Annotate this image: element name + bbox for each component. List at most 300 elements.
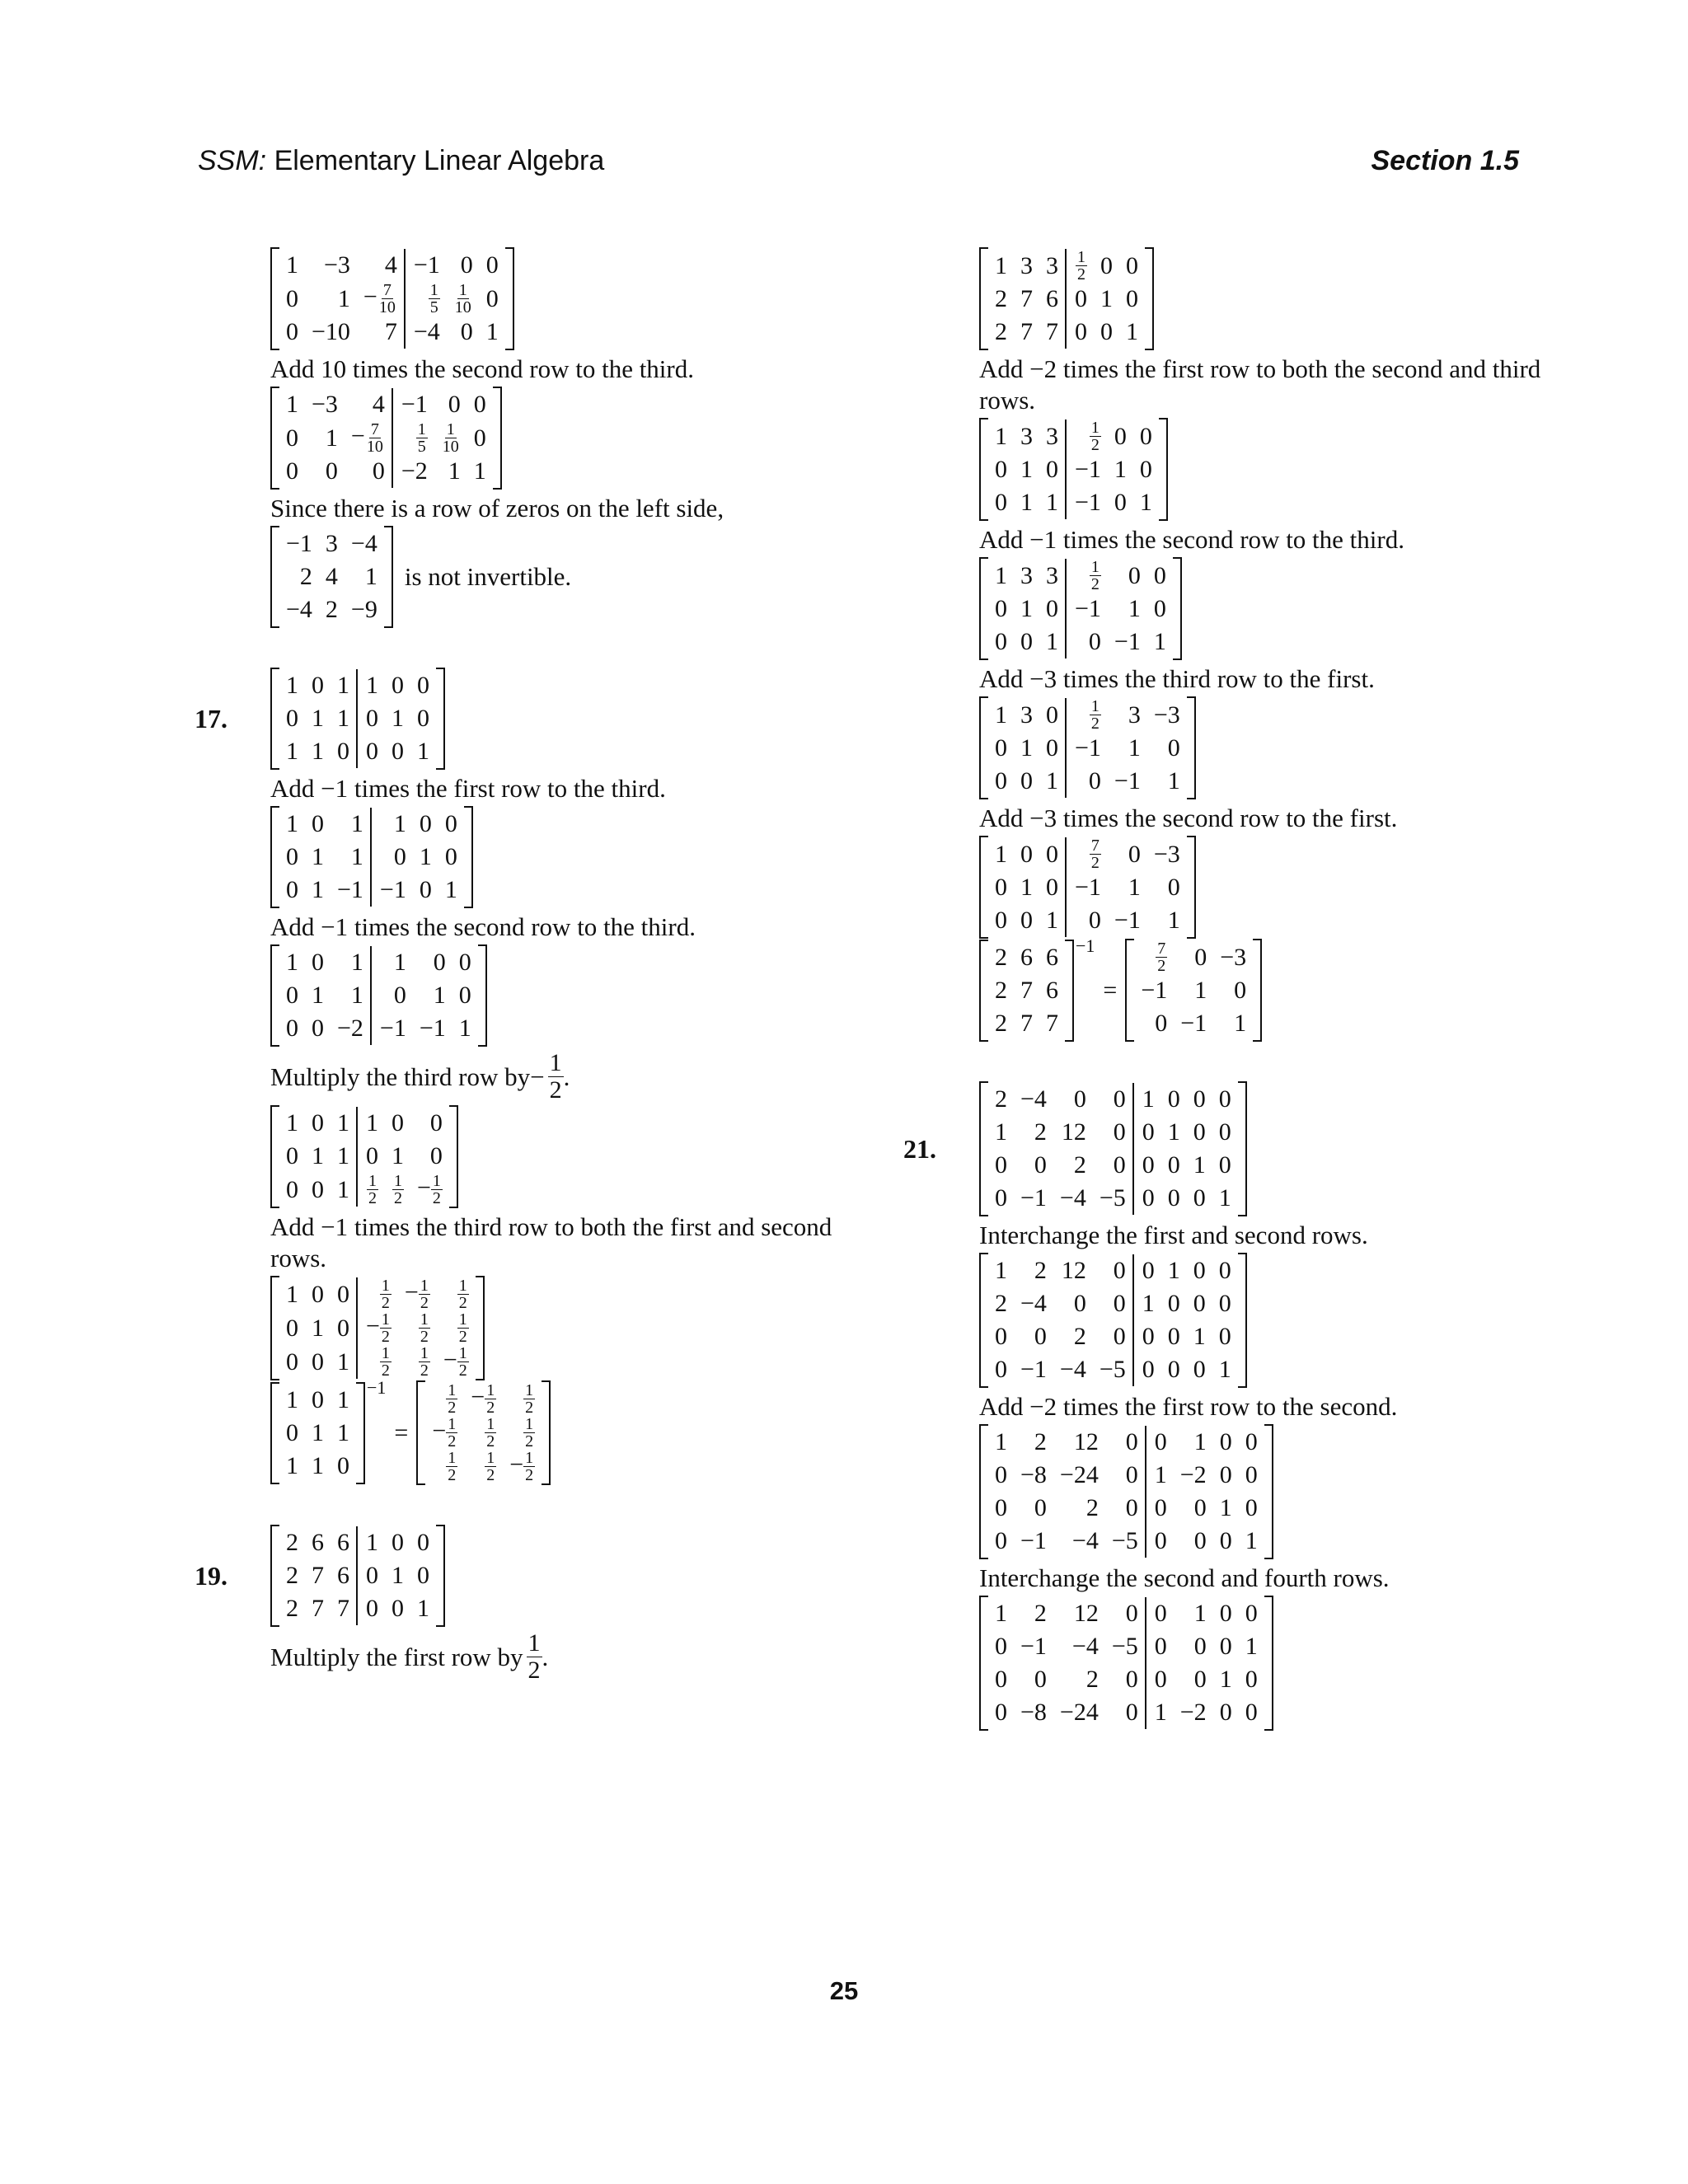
numerator: 1 [458, 1277, 467, 1295]
matrix-entry: 1 [1146, 1696, 1174, 1729]
matrix-entry: 7 [1046, 318, 1058, 345]
matrix-entry: 0 [995, 456, 1007, 483]
left-bracket [270, 1525, 279, 1627]
matrix-entry: −2 [392, 455, 434, 488]
matrix-entry: 1 [1128, 874, 1141, 901]
matrix-entry: 0 [460, 251, 473, 279]
matrix-entry: 0 [312, 1175, 324, 1203]
denominator: 2 [486, 1432, 495, 1451]
matrix-entry: 1 [1245, 1527, 1258, 1554]
matrix-entry: 1 [286, 251, 298, 279]
inverse-exponent: −1 [367, 1377, 387, 1398]
matrix-entry [1134, 940, 1174, 974]
matrix-row [279, 527, 384, 560]
denominator: 2 [381, 1328, 390, 1346]
matrix-entry: 0 [1218, 1118, 1231, 1146]
denominator: 2 [368, 1189, 377, 1207]
fraction [1156, 940, 1167, 974]
matrix-row [279, 1384, 356, 1417]
matrix-entry: 0 [1046, 456, 1058, 483]
matrix-row [279, 1107, 449, 1140]
denominator: 5 [417, 438, 426, 456]
matrix-entry: 1 [350, 810, 363, 837]
fraction [446, 1450, 457, 1483]
matrix-entry: −2 [337, 1015, 363, 1042]
matrix-entry: 0 [1100, 318, 1113, 345]
matrix-entry: −1 [1141, 977, 1168, 1004]
matrix-entry: 1 [1219, 1494, 1232, 1521]
matrix-entry: 1 [350, 843, 363, 870]
matrix-entry: 0 [1146, 1426, 1174, 1459]
denominator: 10 [454, 298, 471, 316]
matrix [979, 696, 1196, 799]
fraction [429, 282, 440, 316]
matrix-entry: 0 [1193, 1184, 1206, 1212]
sign: − [530, 1062, 545, 1091]
matrix-entry: 1 [357, 1526, 385, 1559]
matrix-entry: 2 [286, 1595, 298, 1622]
fraction [1076, 249, 1087, 283]
matrix-entry: 0 [1128, 561, 1141, 589]
right-bracket [1238, 1081, 1247, 1216]
matrix-entry [357, 1345, 398, 1379]
denominator: 2 [458, 1328, 467, 1346]
matrix-entry: 0 [473, 424, 486, 452]
left-bracket [416, 1380, 425, 1485]
instruction-text: Interchange the first and second rows. [979, 1221, 1368, 1249]
matrix-row [988, 904, 1187, 937]
matrix-entry: 0 [1155, 1010, 1168, 1037]
right-bracket [1145, 247, 1154, 350]
matrix-block [270, 806, 847, 908]
matrix-grid [988, 1083, 1238, 1215]
right-bracket [1253, 939, 1262, 1042]
matrix-row [988, 1492, 1264, 1525]
fraction [457, 1311, 469, 1345]
matrix-entry [503, 1416, 542, 1450]
matrix-row [279, 1311, 476, 1345]
matrix-entry: 0 [995, 1494, 1007, 1521]
matrix-entry: 0 [460, 318, 473, 345]
matrix-block [270, 944, 847, 1047]
matrix-entry: −4 [1071, 1633, 1099, 1660]
running-header-section: Section 1.5 [1371, 145, 1519, 176]
numerator: 1 [448, 1415, 457, 1433]
matrix-row [988, 1525, 1264, 1558]
matrix-entry: 0 [429, 1109, 443, 1137]
matrix-entry: −3 [324, 251, 350, 279]
matrix-entry: −1 [1066, 453, 1108, 486]
matrix-entry: 0 [995, 628, 1007, 655]
matrix-entry: 1 [1020, 874, 1033, 901]
fraction [1090, 837, 1101, 871]
matrix-entry: 0 [995, 1527, 1007, 1554]
matrix-entry: 0 [286, 843, 298, 870]
matrix-entry: −1 [1114, 767, 1141, 794]
instruction-label: Multiply the first row by [270, 1642, 523, 1671]
matrix-entry [357, 1277, 398, 1311]
fraction [377, 282, 397, 316]
numerator: 7 [1157, 940, 1166, 958]
matrix-entry: 0 [1126, 251, 1138, 279]
matrix-entry: 1 [1146, 1459, 1174, 1492]
matrix-entry: 0 [485, 251, 499, 279]
matrix-entry: 1 [337, 1142, 349, 1169]
matrix-entry: 1 [312, 876, 324, 903]
matrix-entry: − $\frac{7}{10}$ [363, 281, 396, 316]
matrix-entry: 1 [1100, 285, 1113, 312]
matrix-grid [988, 559, 1173, 658]
matrix-entry [357, 1173, 385, 1207]
spacer [270, 1485, 847, 1525]
denominator: 2 [1090, 436, 1100, 454]
matrix-entry: 6 [337, 1529, 349, 1556]
matrix-entry: 2 [995, 318, 1007, 345]
denominator: 2 [458, 1361, 467, 1380]
matrix-entry: 0 [995, 1666, 1007, 1693]
left-bracket [979, 940, 988, 1042]
denominator: 2 [1090, 854, 1100, 872]
right-bracket [464, 806, 473, 908]
matrix-entry: 0 [286, 424, 298, 452]
matrix-row [425, 1382, 542, 1416]
matrix-entry: 3 [1046, 561, 1058, 589]
matrix-entry: 0 [1193, 1257, 1206, 1284]
matrix-entry: 1 [286, 810, 298, 837]
matrix-block [979, 836, 1556, 939]
matrix-entry: 1 [337, 1347, 349, 1376]
matrix-row [279, 455, 493, 488]
matrix-entry: −2 [1179, 1461, 1207, 1488]
matrix-entry: 0 [286, 1175, 298, 1203]
matrix-entry: 1 [1128, 595, 1141, 622]
right-bracket [449, 1105, 458, 1208]
matrix-entry: 1 [286, 391, 298, 418]
matrix-entry: 3 [1020, 561, 1033, 589]
numerator: 1 [417, 420, 426, 438]
equals-sign: = [1103, 976, 1118, 1004]
matrix-row [279, 1559, 436, 1592]
matrix-entry [437, 1311, 476, 1345]
matrix-entry: 2 [299, 563, 312, 590]
matrix-entry: 2 [1073, 1323, 1086, 1350]
left-bracket [979, 696, 988, 799]
matrix-entry: 1 [286, 738, 298, 765]
matrix-entry: 0 [1100, 251, 1113, 279]
matrix-row [988, 1597, 1264, 1630]
matrix-entry: 1 [1046, 767, 1058, 794]
page-number: 25 [829, 1976, 859, 2005]
matrix-entry [425, 1382, 464, 1416]
matrix [270, 526, 393, 628]
problem-number: 21. [903, 1133, 936, 1164]
matrix-block [195, 1525, 847, 1627]
denominator: 2 [549, 1076, 562, 1104]
matrix-entry: 0 [995, 489, 1007, 516]
matrix-entry: 0 [1167, 734, 1180, 762]
fraction [392, 1173, 404, 1207]
matrix-row [988, 559, 1173, 593]
right-bracket [478, 944, 487, 1047]
matrix-entry: 0 [1146, 1630, 1174, 1663]
denominator: 2 [432, 1189, 441, 1207]
matrix-entry: 0 [392, 1595, 404, 1622]
numerator: 1 [381, 1344, 390, 1362]
matrix-block [979, 557, 1556, 660]
right-bracket [476, 1276, 485, 1380]
numerator: 1 [448, 1381, 457, 1399]
spacer [270, 628, 847, 668]
fraction [431, 1173, 443, 1207]
matrix-entry: 1 [286, 1451, 298, 1479]
matrix-grid [279, 527, 384, 626]
matrix-entry: 1 [312, 1451, 324, 1479]
numerator: 1 [394, 1172, 402, 1190]
matrix-entry: 0 [995, 1356, 1007, 1383]
matrix-entry: 0 [995, 1699, 1007, 1726]
denominator: 2 [528, 1657, 541, 1684]
matrix-block [270, 1276, 847, 1380]
matrix-entry: −1 [371, 874, 413, 907]
numerator: 1 [446, 420, 455, 438]
numerator: 1 [381, 1310, 390, 1329]
matrix-entry: 0 [1113, 1151, 1126, 1179]
matrix-entry: −3 [312, 391, 338, 418]
matrix-entry: 0 [419, 876, 432, 903]
denominator: 2 [525, 1432, 534, 1451]
matrix-entry: −1 [371, 1012, 413, 1045]
denominator: 2 [1090, 715, 1100, 733]
matrix-grid [279, 249, 505, 349]
matrix-entry: 0 [1066, 283, 1094, 316]
matrix-grid [988, 837, 1187, 937]
matrix-entry: 0 [1113, 1323, 1126, 1350]
matrix-entry: 1 [995, 1257, 1007, 1284]
denominator: 10 [366, 438, 383, 456]
matrix-block [195, 668, 847, 770]
matrix-entry: 7 [312, 1562, 324, 1589]
matrix-row [988, 1630, 1264, 1663]
matrix-entry: −24 [1059, 1461, 1099, 1488]
matrix-entry: 0 [1193, 1527, 1207, 1554]
matrix-entry: −4 [405, 316, 447, 349]
denominator: 2 [420, 1294, 429, 1312]
matrix-entry: 0 [1113, 1257, 1126, 1284]
right-bracket [436, 668, 445, 770]
fraction [485, 1382, 496, 1416]
matrix-entry: 0 [286, 457, 298, 485]
matrix-entry: 6 [1020, 943, 1033, 971]
matrix-grid [988, 698, 1187, 798]
matrix-entry: 12 [1061, 1257, 1086, 1284]
matrix-entry: 0 [371, 841, 413, 874]
matrix-row [988, 1007, 1065, 1040]
instruction-text: Add −1 times the third row to both the first and second rows. [270, 1212, 832, 1272]
numerator: 1 [448, 1449, 457, 1467]
matrix [979, 418, 1168, 521]
matrix-row [279, 282, 505, 316]
matrix-entry: 7 [1020, 285, 1033, 312]
matrix-entry [398, 1345, 437, 1379]
matrix-entry: − $\frac{1}{2}$ [509, 1449, 534, 1484]
fraction [1090, 419, 1101, 453]
left-bracket [270, 1105, 279, 1208]
matrix-entry: 6 [312, 1529, 324, 1556]
numerator: 7 [382, 281, 392, 299]
matrix-entry: 1 [1046, 628, 1058, 655]
matrix [979, 1596, 1273, 1731]
matrix-row [988, 249, 1145, 283]
matrix-entry: 2 [1034, 1428, 1047, 1455]
matrix-row [988, 941, 1065, 974]
matrix-entry: 1 [371, 808, 413, 841]
numerator: 1 [486, 1449, 495, 1467]
fraction [523, 1416, 535, 1450]
matrix-entry: 1 [286, 949, 298, 976]
instruction-text: Interchange the second and fourth rows. [979, 1563, 1390, 1592]
matrix-entry: 1 [1193, 1151, 1206, 1179]
matrix-entry: 0 [448, 391, 461, 418]
matrix-entry: 4 [325, 563, 338, 590]
matrix-entry: 2 [1034, 1257, 1047, 1284]
matrix-row [988, 1254, 1238, 1287]
matrix-entry: 0 [337, 1451, 349, 1479]
numerator: 7 [370, 420, 379, 438]
fraction [457, 1345, 469, 1379]
right-bracket [493, 387, 502, 490]
matrix-entry: −1 [1020, 1184, 1047, 1212]
numerator: 1 [432, 1172, 441, 1190]
matrix-entry: − $\frac{1}{2}$ [432, 1415, 457, 1451]
numerator: 7 [1090, 837, 1100, 855]
matrix-entry: 1 [1020, 595, 1033, 622]
matrix-entry: 7 [337, 1595, 349, 1622]
matrix-entry: 0 [995, 1461, 1007, 1488]
matrix-entry: 0 [1114, 422, 1127, 450]
matrix-row [279, 808, 464, 841]
matrix-entry: 0 [1245, 1600, 1258, 1627]
matrix-entry: 0 [1219, 1600, 1232, 1627]
numerator: 1 [458, 1310, 467, 1329]
matrix-entry: −5 [1099, 1184, 1126, 1212]
matrix-grid [988, 941, 1065, 1040]
matrix [979, 836, 1196, 939]
numerator: 1 [525, 1449, 534, 1467]
fraction [419, 1277, 430, 1311]
matrix-entry: −3 [1220, 943, 1247, 971]
matrix-entry: 0 [312, 1109, 324, 1137]
numerator: 1 [486, 1381, 495, 1399]
right-bracket [356, 1382, 365, 1484]
matrix-entry [425, 1450, 464, 1483]
matrix-grid [988, 1597, 1264, 1729]
matrix-entry: 2 [286, 1529, 298, 1556]
left-bracket [270, 1382, 279, 1484]
matrix-block [979, 418, 1556, 521]
numerator: 1 [458, 281, 467, 299]
numerator: 1 [458, 1344, 467, 1362]
matrix [979, 940, 1074, 1042]
matrix-row [279, 1345, 476, 1379]
matrix-entry: 0 [1153, 595, 1166, 622]
matrix-entry: 6 [337, 1562, 349, 1589]
matrix-entry: 7 [1020, 976, 1033, 1004]
numerator: 1 [381, 1277, 390, 1295]
matrix-entry: 1 [312, 1418, 324, 1446]
matrix-entry: −5 [1111, 1633, 1138, 1660]
matrix-entry: 0 [357, 1592, 385, 1625]
matrix-row [425, 1416, 542, 1450]
matrix-entry: 3 [1046, 251, 1058, 279]
matrix-entry: 0 [325, 457, 338, 485]
fraction [380, 1277, 392, 1311]
matrix-entry: 2 [995, 976, 1007, 1004]
matrix-entry: 0 [357, 1140, 385, 1173]
matrix-entry: 0 [1073, 1085, 1086, 1113]
matrix-entry: 2 [995, 1290, 1007, 1317]
denominator: 2 [1077, 265, 1085, 284]
matrix-entry: 1 [337, 1175, 349, 1203]
matrix-entry: 1 [337, 705, 349, 732]
matrix-entry: 1 [995, 1118, 1007, 1146]
matrix-entry: 0 [286, 284, 298, 312]
matrix-entry: 0 [392, 1109, 404, 1137]
matrix-entry [405, 282, 447, 316]
matrix-row [279, 560, 384, 593]
matrix-entry: 0 [1125, 1428, 1138, 1455]
denominator: 2 [420, 1361, 429, 1380]
matrix-entry: 0 [1034, 1666, 1047, 1693]
matrix-entry: 1 [337, 284, 350, 312]
matrix-entry: 0 [312, 1280, 324, 1308]
instruction-text: Add −3 times the second row to the first. [979, 804, 1398, 832]
matrix-entry: 0 [444, 810, 457, 837]
matrix [270, 668, 445, 770]
matrix-entry [1066, 249, 1094, 283]
numerator: 1 [420, 1344, 429, 1362]
matrix [270, 247, 514, 350]
right-bracket [1065, 940, 1074, 1042]
denominator: 10 [378, 298, 396, 316]
denominator: 2 [486, 1399, 495, 1417]
matrix-grid [988, 249, 1145, 349]
matrix-entry: 2 [1034, 1600, 1047, 1627]
denominator: 2 [525, 1466, 534, 1484]
matrix-entry: 0 [995, 734, 1007, 762]
matrix-entry: 0 [392, 738, 404, 765]
instruction-text: Add −3 times the third row to the first. [979, 664, 1375, 693]
matrix-row [279, 1450, 356, 1483]
punct: . [542, 1642, 549, 1671]
matrix-entry: 0 [1113, 1118, 1126, 1146]
matrix-entry: 1 [357, 669, 385, 702]
matrix-row [1134, 974, 1253, 1007]
right-bracket [505, 247, 514, 350]
matrix-entry: 0 [286, 876, 298, 903]
right-bracket [542, 1380, 551, 1485]
matrix-entry: 0 [1153, 561, 1166, 589]
matrix-entry: 0 [1219, 1461, 1232, 1488]
matrix-entry: −5 [1111, 1527, 1138, 1554]
matrix-entry [398, 1311, 437, 1345]
matrix-entry [385, 1173, 410, 1207]
denominator: 2 [448, 1466, 457, 1484]
matrix-entry: 0 [1126, 285, 1138, 312]
matrix-entry: 0 [312, 1385, 324, 1413]
matrix-entry: 0 [1167, 1184, 1180, 1212]
matrix-entry: 1 [312, 843, 324, 870]
matrix-entry: 0 [1020, 628, 1033, 655]
